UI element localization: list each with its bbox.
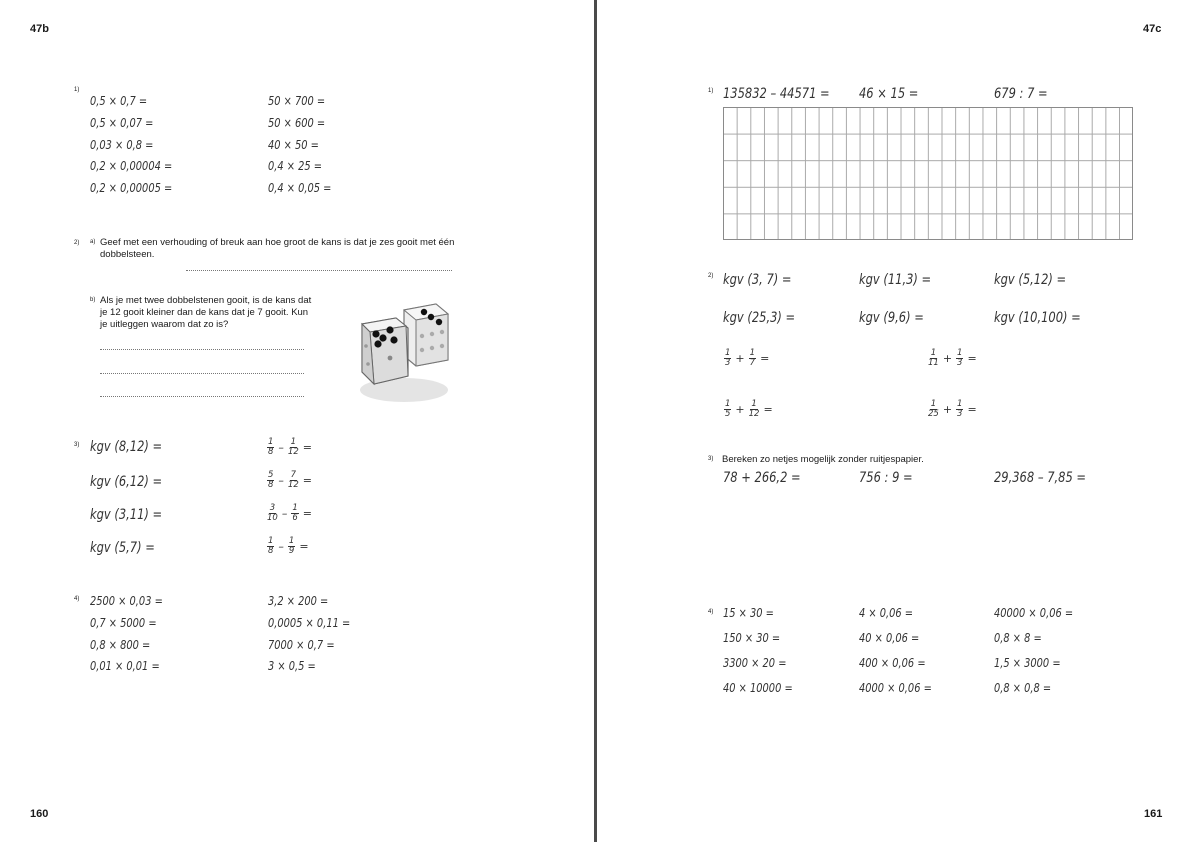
exercise: 0,5 × 0,7 = — [90, 94, 148, 108]
question-1-label: 1) — [74, 87, 80, 93]
exercise: 3300 × 20 = — [723, 656, 787, 670]
question-3-label: 3) — [708, 456, 714, 462]
exercise: 3,2 × 200 = — [268, 594, 329, 608]
exercise: 0,01 × 0,01 = — [90, 659, 160, 673]
fraction-exercise: $\frac{1}{25}$ + $\frac{1}{3}$ = — [928, 399, 977, 419]
exercise: kgv (3, 7) = — [723, 272, 792, 288]
exercise: 0,8 × 0,8 = — [994, 681, 1052, 695]
answer-line[interactable] — [100, 373, 304, 374]
exercise: 40 × 0,06 = — [859, 631, 920, 645]
exercise: 756 : 9 = — [859, 470, 913, 486]
answer-line[interactable] — [100, 396, 304, 397]
exercise: 0,7 × 5000 = — [90, 616, 157, 630]
page-code: 47c — [1143, 23, 1162, 35]
left-page — [0, 0, 594, 842]
question-2-label: 2) — [74, 240, 80, 246]
exercise: kgv (6,12) = — [90, 474, 163, 490]
die-left — [362, 318, 408, 384]
exercise: 0,8 × 8 = — [994, 631, 1042, 645]
exercise: kgv (5,12) = — [994, 272, 1067, 288]
exercise: 0,0005 × 0,11 = — [268, 616, 351, 630]
exercise: 40000 × 0,06 = — [994, 606, 1074, 620]
fraction-exercise: $\frac{5}{8}$ – $\frac{7}{12}$ = — [268, 470, 312, 490]
exercise: kgv (9,6) = — [859, 310, 924, 326]
exercise: 4 × 0,06 = — [859, 606, 914, 620]
exercise: 150 × 30 = — [723, 631, 781, 645]
squared-paper-grid[interactable] — [723, 107, 1133, 240]
fraction-exercise: $\frac{1}{8}$ – $\frac{1}{12}$ = — [268, 437, 312, 457]
exercise: 40 × 50 = — [268, 138, 319, 152]
exercise: kgv (11,3) = — [859, 272, 932, 288]
subquestion-b-label: b) — [90, 297, 96, 303]
question-4-label: 4) — [708, 609, 714, 615]
exercise: 135832 – 44571 = — [723, 86, 830, 102]
answer-line[interactable] — [186, 270, 452, 271]
question-3-label: 3) — [74, 442, 80, 448]
exercise: 7000 × 0,7 = — [268, 638, 335, 652]
dice-illustration — [356, 300, 456, 406]
question-1-label: 1) — [708, 88, 714, 94]
die-right — [404, 304, 448, 366]
fraction-exercise: $\frac{1}{8}$ – $\frac{1}{9}$ = — [268, 536, 309, 556]
question-4-label: 4) — [74, 596, 80, 602]
question-2a-text: Geef met een verhouding of breuk aan hoe groot de kans is dat je zes gooit met één dobbelsteen. — [100, 237, 455, 260]
exercise: 0,5 × 0,07 = — [90, 116, 154, 130]
exercise: 0,2 × 0,00004 = — [90, 159, 173, 173]
exercise: 0,8 × 800 = — [90, 638, 151, 652]
fraction-exercise: $\frac{3}{10}$ – $\frac{1}{6}$ = — [267, 503, 312, 523]
exercise: 4000 × 0,06 = — [859, 681, 932, 695]
question-2b-text: Als je met twee dobbelstenen gooit, is de kans dat je 12 gooit kleiner dan de kans dat je 7 gooit. Kun je uitleggen waarom dat zo is? — [100, 295, 312, 330]
exercise: 0,4 × 25 = — [268, 159, 323, 173]
fraction-exercise: $\frac{1}{3}$ + $\frac{1}{7}$ = — [725, 348, 770, 368]
exercise: 0,03 × 0,8 = — [90, 138, 154, 152]
exercise: 40 × 10000 = — [723, 681, 793, 695]
exercise: kgv (25,3) = — [723, 310, 796, 326]
subquestion-a-label: a) — [90, 239, 96, 245]
exercise: 46 × 15 = — [859, 86, 919, 102]
exercise: 50 × 700 = — [268, 94, 326, 108]
exercise: 1,5 × 3000 = — [994, 656, 1061, 670]
exercise: kgv (3,11) = — [90, 507, 163, 523]
exercise: 78 + 266,2 = — [723, 470, 801, 486]
exercise: kgv (5,7) = — [90, 540, 155, 556]
question-2-label: 2) — [708, 273, 714, 279]
question-3-text: Bereken zo netjes mogelijk zonder ruitjespapier. — [722, 454, 924, 465]
exercise: kgv (8,12) = — [90, 439, 163, 455]
right-page — [597, 0, 1191, 842]
exercise: 2500 × 0,03 = — [90, 594, 163, 608]
answer-line[interactable] — [100, 349, 304, 350]
exercise: kgv (10,100) = — [994, 310, 1081, 326]
exercise: 3 × 0,5 = — [268, 659, 316, 673]
exercise: 29,368 – 7,85 = — [994, 470, 1087, 486]
page-number: 161 — [1144, 808, 1163, 820]
exercise: 0,2 × 0,00005 = — [90, 181, 173, 195]
page-number: 160 — [30, 808, 49, 820]
exercise: 679 : 7 = — [994, 86, 1048, 102]
exercise: 50 × 600 = — [268, 116, 326, 130]
page-code: 47b — [30, 23, 49, 35]
fraction-exercise: $\frac{1}{11}$ + $\frac{1}{3}$ = — [928, 348, 977, 368]
exercise: 15 × 30 = — [723, 606, 774, 620]
exercise: 400 × 0,06 = — [859, 656, 926, 670]
fraction-exercise: $\frac{1}{5}$ + $\frac{1}{12}$ = — [725, 399, 773, 419]
exercise: 0,4 × 0,05 = — [268, 181, 332, 195]
